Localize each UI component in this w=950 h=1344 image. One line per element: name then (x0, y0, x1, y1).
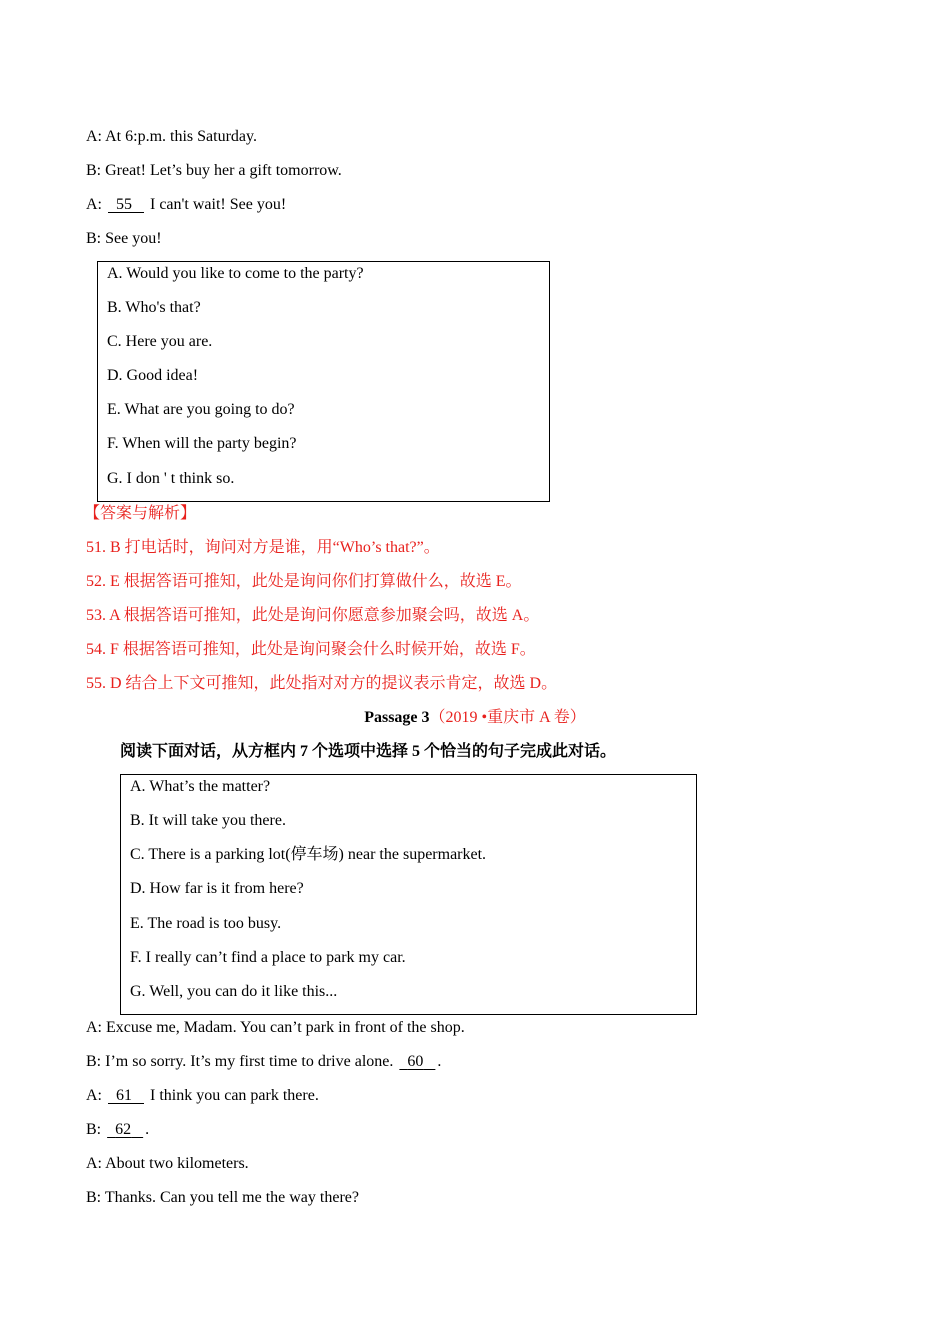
dialogue-text: See you! (105, 230, 162, 247)
dialogue-line (86, 1119, 149, 1141)
option-item: F. When will the party begin? (107, 435, 297, 452)
option-item: G. I don ' t think so. (107, 470, 235, 487)
punctuation: . (145, 1121, 150, 1138)
dialogue-text: At 6:p.m. this Saturday. (105, 128, 257, 145)
dialogue-text: I’m so sorry. It’s my first time to drive alone. (105, 1053, 394, 1070)
option-item: D. How far is it from here? (130, 880, 304, 897)
answer-item: 52. E 根据答语可推知，此处是询问你们打算做什么，故选 E。 (86, 573, 522, 590)
dialogue-line (86, 1051, 441, 1073)
dialogue-line (86, 160, 342, 182)
dialogue-text: Thanks. Can you tell me the way there? (104, 1189, 359, 1206)
answer-blank: 62 (115, 1121, 132, 1138)
passage-title: Passage 3 (364, 709, 430, 726)
speaker: B: (86, 1121, 102, 1138)
speaker: A: (86, 1155, 102, 1172)
dialogue-line (86, 126, 257, 148)
speaker: A: (86, 1019, 102, 1036)
dialogue-text: About two kilometers. (105, 1155, 249, 1172)
option-item: B. Who's that? (107, 299, 201, 316)
passage-source: （2019 •重庆市 A 卷） (429, 709, 586, 726)
answer-header: 【答案与解析】 (84, 505, 197, 522)
answer-item: 55. D 结合上下文可推知，此处指对对方的提议表示肯定，故选 D。 (86, 675, 558, 692)
answer-item: 51. B 打电话时，询问对方是谁，用“Who’s that?”。 (86, 539, 440, 556)
dialogue-line (86, 1017, 465, 1039)
dialogue-line (86, 194, 286, 216)
answer-blank: 60 (407, 1053, 424, 1070)
option-item: E. The road is too busy. (130, 915, 282, 932)
dialogue-text: Excuse me, Madam. You can’t park in front of the shop. (106, 1019, 465, 1036)
option-item: D. Good idea! (107, 367, 199, 384)
speaker: A: (86, 1087, 102, 1104)
speaker: B: (86, 162, 102, 179)
speaker: B: (86, 230, 102, 247)
dialogue-line (86, 228, 162, 250)
dialogue-line (86, 1153, 249, 1175)
passage-heading (0, 707, 950, 729)
answer-blank: 55 (116, 196, 132, 213)
option-item: F. I really can’t find a place to park my car. (130, 949, 406, 966)
speaker: B: (86, 1053, 102, 1070)
options-box (97, 261, 550, 502)
speaker: A: (86, 196, 102, 213)
option-item: A. What’s the matter? (130, 778, 271, 795)
instruction: 阅读下面对话，从方框内 7 个选项中选择 5 个恰当的句子完成此对话。 (120, 743, 617, 760)
option-item: G. Well, you can do it like this... (130, 983, 338, 1000)
punctuation: . (437, 1053, 442, 1070)
option-item: B. It will take you there. (130, 812, 286, 829)
option-item: C. There is a parking lot(停车场) near the supermarket. (130, 846, 487, 863)
option-item: A. Would you like to come to the party? (107, 265, 364, 282)
answer-blank: 61 (116, 1087, 132, 1104)
speaker: A: (86, 128, 102, 145)
answer-item: 54. F 根据答语可推知，此处是询问聚会什么时候开始，故选 F。 (86, 641, 536, 658)
answer-item: 53. A 根据答语可推知，此处是询问你愿意参加聚会吗，故选 A。 (86, 607, 540, 624)
option-item: E. What are you going to do? (107, 401, 295, 418)
dialogue-text: I can't wait! See you! (146, 196, 287, 213)
option-item: C. Here you are. (107, 333, 213, 350)
dialogue-text: I think you can park there. (146, 1087, 319, 1104)
dialogue-line (86, 1085, 319, 1107)
dialogue-line (86, 1187, 359, 1209)
dialogue-text: Great! Let’s buy her a gift tomorrow. (105, 162, 342, 179)
options-box (120, 774, 697, 1015)
speaker: B: (86, 1189, 102, 1206)
